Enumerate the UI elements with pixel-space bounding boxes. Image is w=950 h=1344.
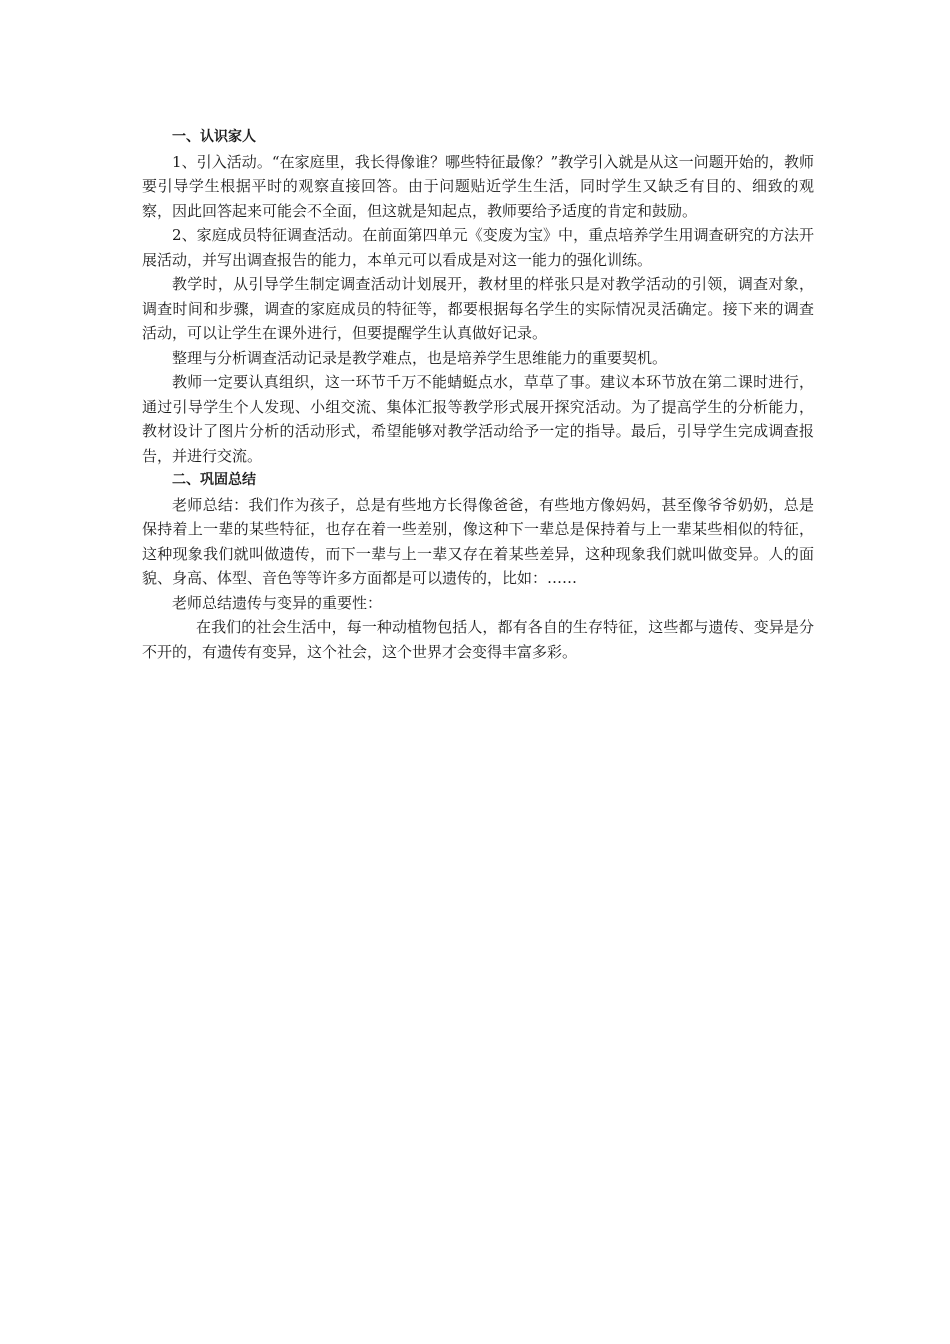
paragraph-importance-heading: 老师总结遗传与变异的重要性：: [172, 593, 383, 612]
paragraph-analysis-difficulty: 整理与分析调查活动记录是教学难点，也是培养学生思维能力的重要契机。: [172, 348, 668, 367]
paragraph-teacher-organize: 教师一定要认真组织，这一环节千万不能蜻蜓点水，草草了事。建议本环节放在第二课时进行，通过引导学生个人发现、小组交流、集体汇报等教学形式展开探究活动。为了提高学生的分析能力，教材设计了图片分析的活动形式，希望能够对教学活动给予一定的指导。最后，引导学生完成调查报告，并进行交流。: [142, 373, 814, 465]
paragraph-family-survey: 2、家庭成员特征调查活动。在前面第四单元《变废为宝》中，重点培养学生用调查研究的方法开展活动，并写出调查报告的能力，本单元可以看成是对这一能力的强化训练。: [142, 226, 814, 269]
paragraph-intro-activity: 1、引入活动。“在家庭里，我长得像谁？哪些特征最像？”教学引入就是从这一问题开始的，教师要引导学生根据平时的观察直接回答。由于问题贴近学生生活，同时学生又缺乏有目的、细致的观察，因此回答起来可能会不全面，但这就是知起点，教师要给予适度的肯定和鼓励。: [142, 152, 814, 220]
document-page: [142, 125, 814, 664]
paragraph-teacher-summary: 老师总结：我们作为孩子，总是有些地方长得像爸爸，有些地方像妈妈，甚至像爷爷奶奶，总是保持着上一辈的某些特征，也存在着一些差别，像这种下一辈总是保持着与上一辈某些相似的特征，这种现象我们就叫做遗传，而下一辈与上一辈又存在着某些差异，这种现象我们就叫做变异。人的面貌、身高、体型、音色等等许多方面都是可以遗传的，比如：……: [142, 495, 814, 587]
paragraph-teaching-plan: 教学时，从引导学生制定调查活动计划展开，教材里的样张只是对教学活动的引领，调查对象，调查时间和步骤，调查的家庭成员的特征等，都要根据每名学生的实际情况灵活确定。接下来的调查活动，可以让学生在课外进行，但要提醒学生认真做好记录。: [142, 275, 814, 342]
paragraph-social-life: 在我们的社会生活中，每一种动植物包括人，都有各自的生存特征，这些都与遗传、变异是分不开的，有遗传有变异，这个社会，这个世界才会变得丰富多彩。: [142, 618, 814, 661]
section-heading-recognize-family: 一、认识家人: [172, 129, 256, 145]
section-heading-consolidate-summary: 二、巩固总结: [172, 472, 256, 488]
